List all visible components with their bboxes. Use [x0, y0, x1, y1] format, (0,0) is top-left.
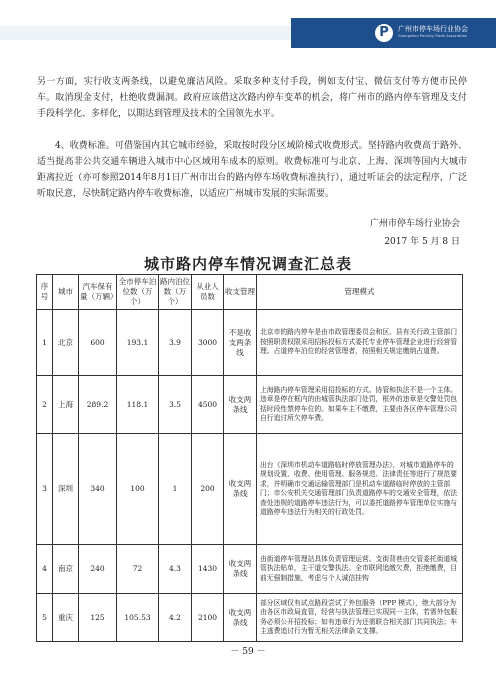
cell-road-spaces: 4.2 — [159, 594, 192, 642]
cell-fee-mgmt: 收支两条线 — [224, 376, 257, 434]
cell-mode: 北京市的路内停车是由市政管理委员会和区、县有关行政主管部门按照职责权限采用招标投标方式委托专业停车管理企业进行经营管理。占道停车泊位的经营管理者，按照相关规定缴纳占道费。 — [257, 310, 463, 376]
paragraph-fee-standard: 4、收费标准。可借鉴国内其它城市经验，采取按时段分区域阶梯式收费形式。坚持路内收费高于路外、适当提高非公共交通车辆进入城市中心区域用车成本的原则。收费标准可与北京、上海、深圳等国内大城市距离拉近（亦可参照2014年8月1日广州市出台的路内停车场收费标准执行），通过听证会的法定程序，广泛听取民意，尽快制定路内停车收费标准，以适应广州城市发展的实际需要。 — [37, 141, 467, 199]
header-seq: 序号 — [37, 275, 53, 310]
table-row — [37, 310, 463, 376]
cell-all-spaces: 100 — [117, 434, 159, 545]
cell-mode: 由街道停车管理站具体负责管理运营。支街背巷由交管委托街道城管执法贴单，主干道交警执法。全市联网追缴欠费，拒绝缴费，目前无强制措施，考虑与个人诚信挂钩 — [257, 545, 463, 594]
cell-cars: 289.2 — [79, 376, 117, 434]
org-name-en: Guangzhou Parking Trade Association — [398, 34, 468, 38]
cell-fee-mgmt: 不是收支两条线 — [224, 310, 257, 376]
cell-road-spaces: 3.5 — [159, 376, 192, 434]
cell-cars: 340 — [79, 434, 117, 545]
cell-mode: 上海路内停车管理采用招投标的方式。协管和执法不是一个主体。违章是停在框内的由城管执法部门处罚，框外的违章是交警处罚包括时段性禁停车位的。如果车主不缴费，主要由各区停车管理公司自行追讨所欠停车费。 — [257, 376, 463, 434]
cell-city: 深圳 — [53, 434, 79, 545]
cell-city: 重庆 — [53, 594, 79, 642]
page-number: － 59 － — [230, 647, 266, 657]
cell-mode: 部分区域仅有试点路段尝试了外包服务（PPP 模式），绝大部分为由各区市政局直管，经营与执法管理已实现同一主体，若需外包服务必须公开招投标；如有违章行为还需联合相关部门共同执法；车主逃费追讨行为暂无相关法律条文支撑。 — [257, 594, 463, 642]
header-banner — [0, 0, 496, 60]
cell-all-spaces: 118.1 — [117, 376, 159, 434]
cell-staff: 2100 — [192, 594, 224, 642]
cell-seq: 4 — [37, 545, 53, 594]
cell-fee-mgmt: 收支两条线 — [224, 434, 257, 545]
cell-cars: 240 — [79, 545, 117, 594]
cell-staff: 4500 — [192, 376, 224, 434]
cell-staff: 3000 — [192, 310, 224, 376]
header-mode: 管理模式 — [257, 275, 463, 310]
cell-all-spaces: 72 — [117, 545, 159, 594]
cell-seq: 1 — [37, 310, 53, 376]
table-row — [37, 376, 463, 434]
header-cars: 汽车保有量（万辆） — [79, 275, 117, 310]
cell-cars: 600 — [79, 310, 117, 376]
table-title: 城市路内停车情况调查汇总表 — [143, 255, 352, 273]
cell-all-spaces: 193.1 — [117, 310, 159, 376]
cell-road-spaces: 1 — [159, 434, 192, 545]
cell-cars: 125 — [79, 594, 117, 642]
header-all-spaces: 全市停车泊位数（万个） — [117, 275, 159, 310]
cell-city: 上海 — [53, 376, 79, 434]
signature-org: 广州市停车场行业协会 — [369, 219, 460, 229]
table-header-row — [37, 275, 463, 310]
cell-road-spaces: 3.9 — [159, 310, 192, 376]
table-row — [37, 434, 463, 545]
signature-date: 2017 年 5 月 8 日 — [384, 237, 460, 247]
table-row — [37, 594, 463, 642]
cell-all-spaces: 105.53 — [117, 594, 159, 642]
cell-fee-mgmt: 收支两条线 — [224, 594, 257, 642]
parking-survey-table — [36, 274, 463, 642]
cell-staff: 1430 — [192, 545, 224, 594]
header-staff: 从业人员数 — [192, 275, 224, 310]
cell-city: 北京 — [53, 310, 79, 376]
cell-fee-mgmt: 收支两条线 — [224, 545, 257, 594]
header-road-spaces: 路内泊位数（万个） — [159, 275, 192, 310]
cell-staff: 200 — [192, 434, 224, 545]
table-row — [37, 545, 463, 594]
header-city: 城市 — [53, 275, 79, 310]
cell-city: 南京 — [53, 545, 79, 594]
org-name: 广州市停车场行业协会 — [398, 25, 468, 33]
cell-road-spaces: 4.3 — [159, 545, 192, 594]
cell-seq: 3 — [37, 434, 53, 545]
parking-logo-icon: P — [373, 22, 395, 44]
cell-seq: 5 — [37, 594, 53, 642]
cell-mode: 出台《深圳市机动车道路临时停放管理办法》，对城市道路停车的规划设置、收费、使用管理、服务规范、法律责任等进行了规范要求，并明确市交通运输管理部门是机动车道路临时停放的主管部门；市公安机关交通管理部门负责道路停车的交通安全管理，依法查处违规的道路停车违法行为，可以委托道路停车管理单位实施与道路停车违法行为相关的行政处罚。 — [257, 434, 463, 545]
cell-seq: 2 — [37, 376, 53, 434]
paragraph-payment: 另一方面，实行收支两条线，以避免廉洁风险。采取多种支付手段，例如支付宝、微信支付等方便市民停车。取消现金支付，杜绝收费漏洞。政府应该借这次路内停车变革的机会，将广州市的路内停车管理及支付手段科学化、多样化，以期达到管理及技术的全国领先水平。 — [37, 77, 467, 119]
header-fee-mgmt: 收支管理 — [224, 275, 257, 310]
